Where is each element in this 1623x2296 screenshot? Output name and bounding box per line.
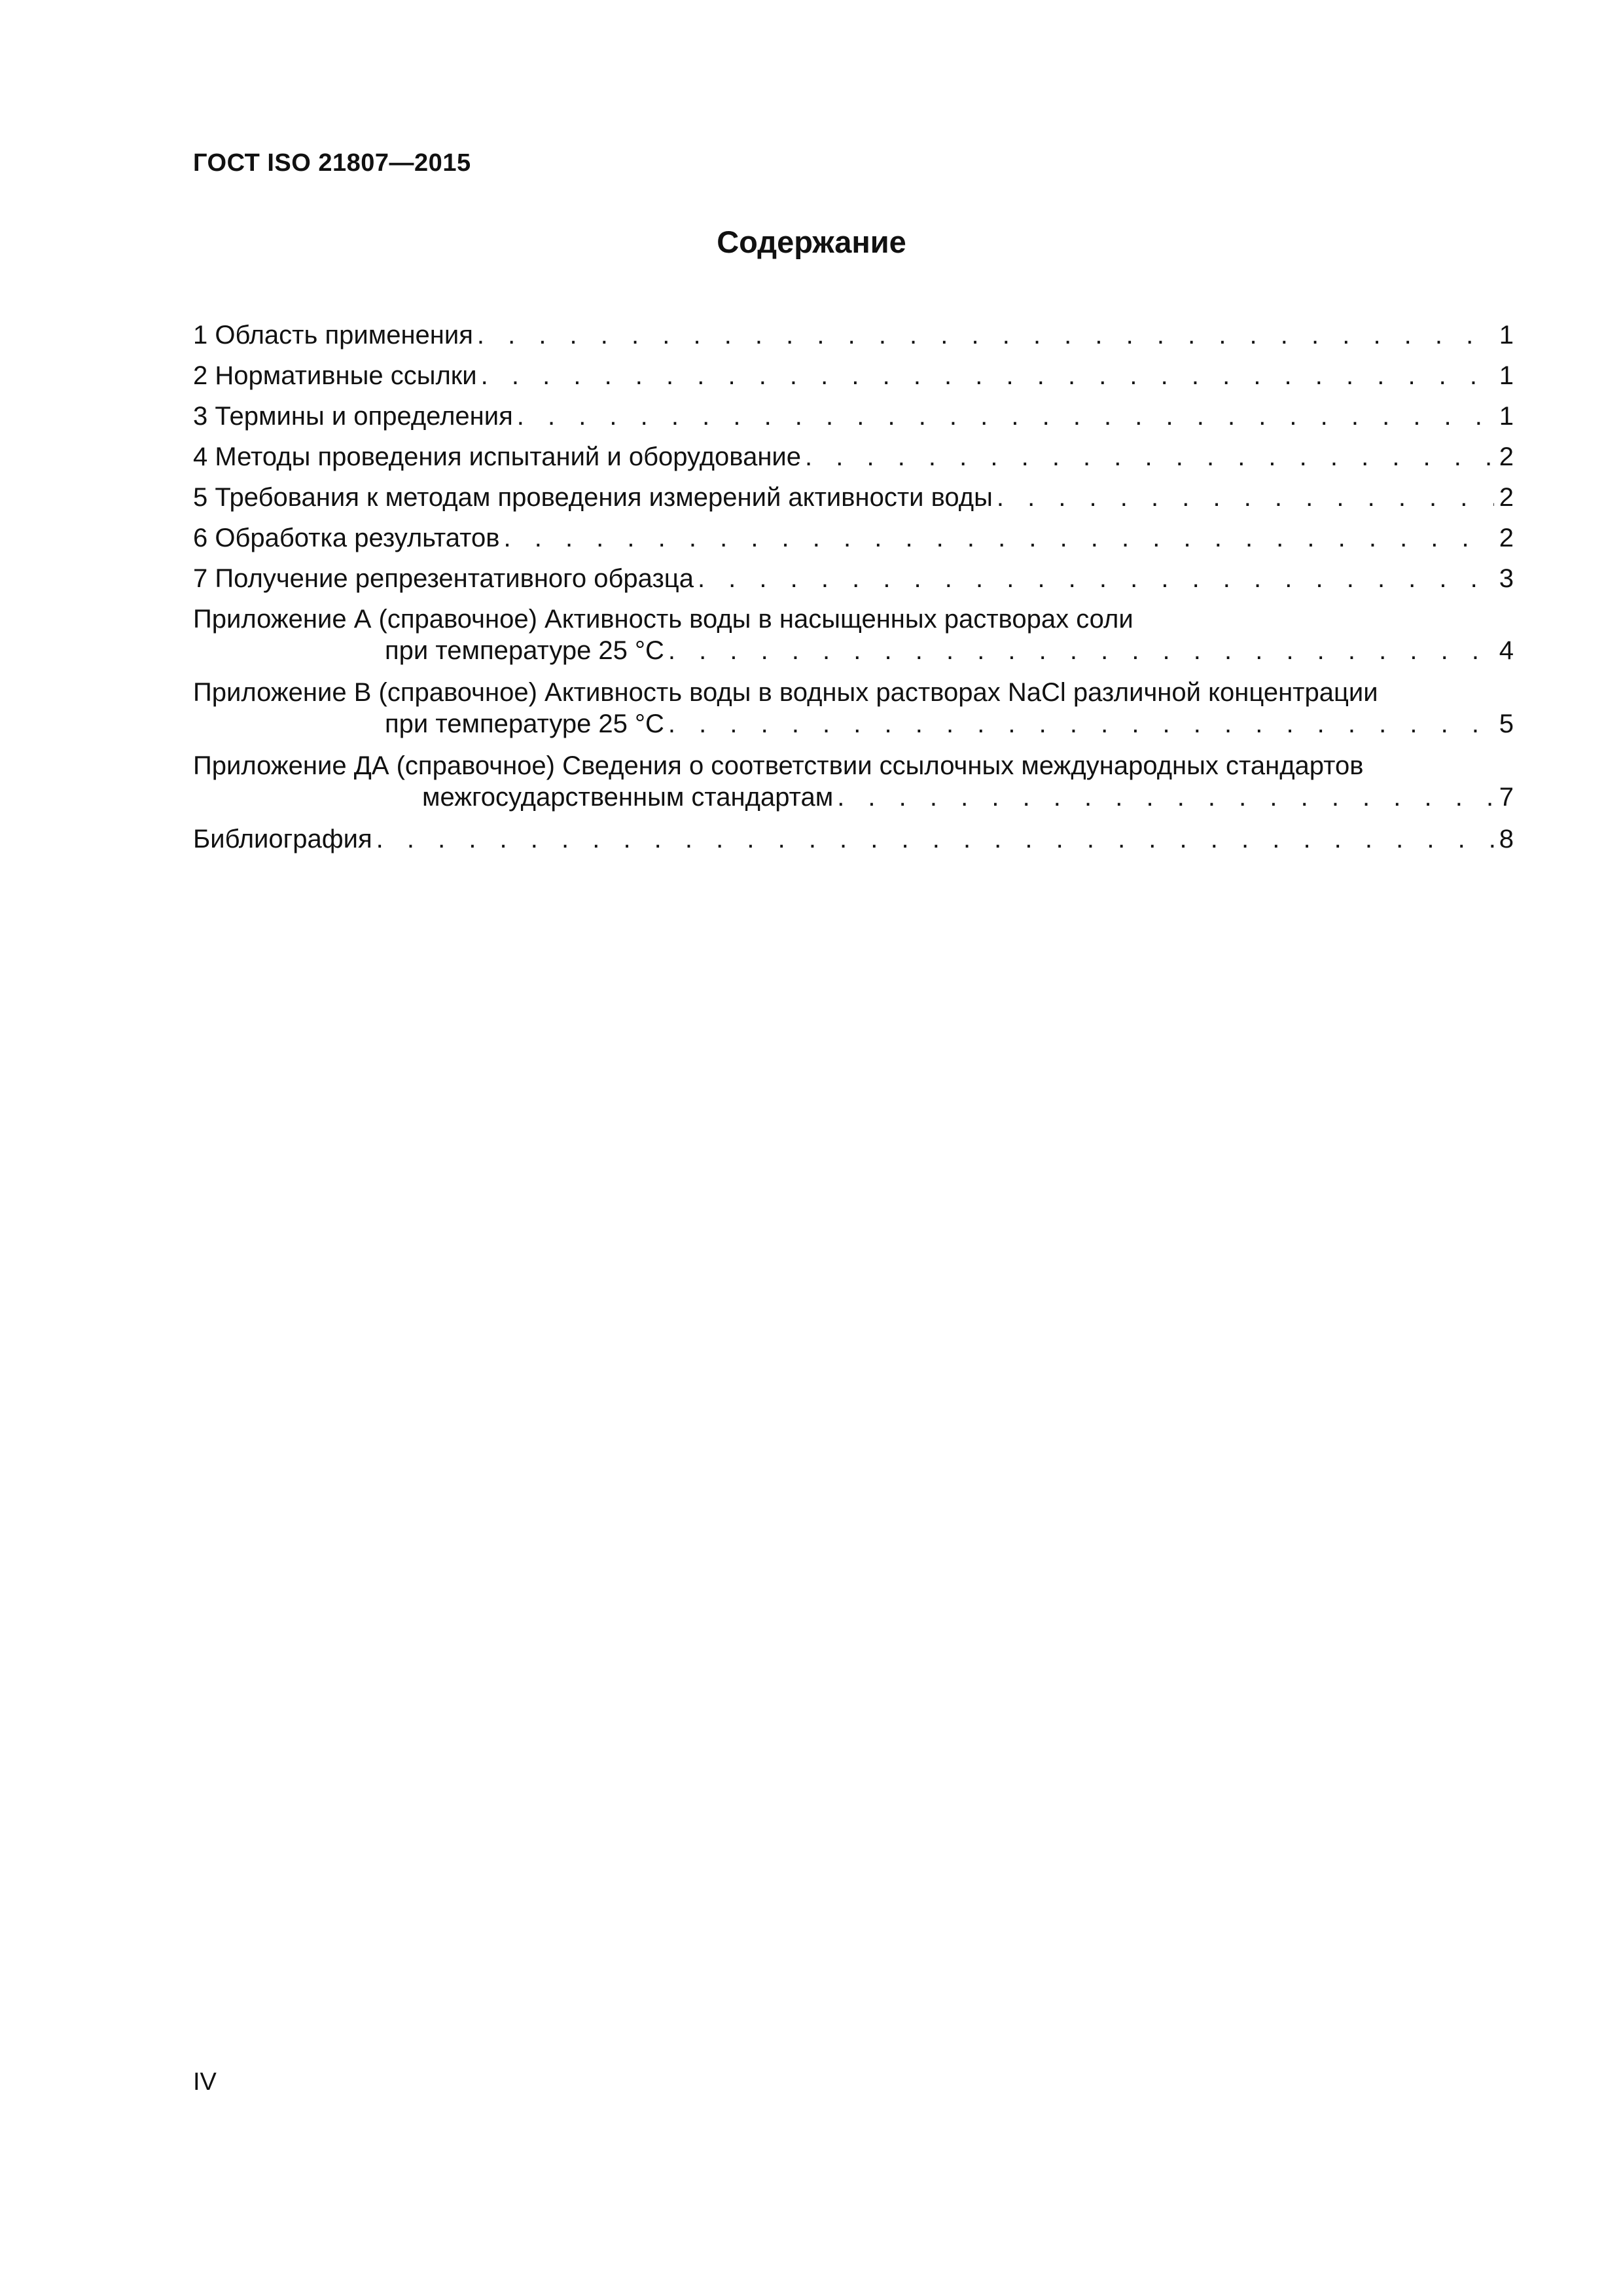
toc-entry-page: 2 — [1499, 524, 1514, 552]
toc-entry-label: Приложение ДА (справочное) Сведения о соответствии ссылочных международных стандартов — [193, 751, 1364, 780]
toc-entry-page: 1 — [1499, 402, 1514, 431]
toc-entry-annex-b[interactable] — [193, 677, 1514, 750]
toc-entry-page: 2 — [1499, 483, 1514, 512]
dot-leader — [376, 823, 1494, 855]
toc-entry-label: Библиография — [193, 825, 372, 853]
toc-entry-scope[interactable] — [193, 319, 1514, 360]
toc-entry-page: 5 — [1499, 709, 1514, 738]
toc-entry-page: 3 — [1499, 564, 1514, 593]
table-of-contents — [193, 319, 1514, 864]
toc-entry-label: 1 Область применения — [193, 321, 473, 350]
toc-entry-normative-references[interactable] — [193, 360, 1514, 401]
toc-entry-page: 4 — [1499, 636, 1514, 665]
toc-entry-terms[interactable] — [193, 401, 1514, 441]
dot-leader — [477, 319, 1494, 351]
toc-entry-label: Приложение А (справочное) Активность воды в насыщенных растворах соли — [193, 605, 1133, 634]
toc-entry-page: 8 — [1499, 825, 1514, 853]
toc-entry-page: 7 — [1499, 783, 1514, 812]
dot-leader — [997, 482, 1494, 513]
dot-leader — [698, 563, 1494, 594]
toc-entry-label: 3 Термины и определения — [193, 402, 513, 431]
toc-entry-results-processing[interactable] — [193, 522, 1514, 563]
dot-leader — [805, 441, 1494, 473]
toc-entry-label: 7 Получение репрезентативного образца — [193, 564, 694, 593]
toc-entry-test-methods[interactable] — [193, 441, 1514, 482]
dot-leader — [668, 708, 1494, 740]
toc-entry-label: 4 Методы проведения испытаний и оборудование — [193, 442, 802, 471]
toc-entry-label-continued: межгосударственным стандартам — [422, 783, 834, 812]
toc-entry-representative-sample[interactable] — [193, 563, 1514, 603]
dot-leader — [481, 360, 1494, 391]
toc-entry-label-continued: при температуре 25 °С — [385, 636, 664, 665]
toc-entry-page: 1 — [1499, 321, 1514, 350]
dot-leader — [517, 401, 1494, 432]
document-code: ГОСТ ISO 21807—2015 — [193, 149, 471, 177]
page-number: IV — [193, 2068, 217, 2096]
toc-entry-label-continued: при температуре 25 °С — [385, 709, 664, 738]
dot-leader — [504, 522, 1495, 554]
dot-leader — [668, 635, 1494, 666]
toc-entry-page: 1 — [1499, 361, 1514, 390]
toc-entry-page: 2 — [1499, 442, 1514, 471]
toc-entry-label: 2 Нормативные ссылки — [193, 361, 477, 390]
toc-entry-measurement-requirements[interactable] — [193, 482, 1514, 522]
toc-entry-label: 5 Требования к методам проведения измерений активности воды — [193, 483, 993, 512]
toc-entry-label: 6 Обработка результатов — [193, 524, 500, 552]
dot-leader — [837, 781, 1494, 813]
toc-title: Содержание — [717, 224, 906, 259]
toc-entry-bibliography[interactable] — [193, 823, 1514, 864]
toc-entry-label: Приложение В (справочное) Активность воды в водных растворах NaCl различной концентрации — [193, 678, 1378, 707]
toc-entry-annex-a[interactable] — [193, 603, 1514, 677]
toc-entry-annex-da[interactable] — [193, 750, 1514, 823]
